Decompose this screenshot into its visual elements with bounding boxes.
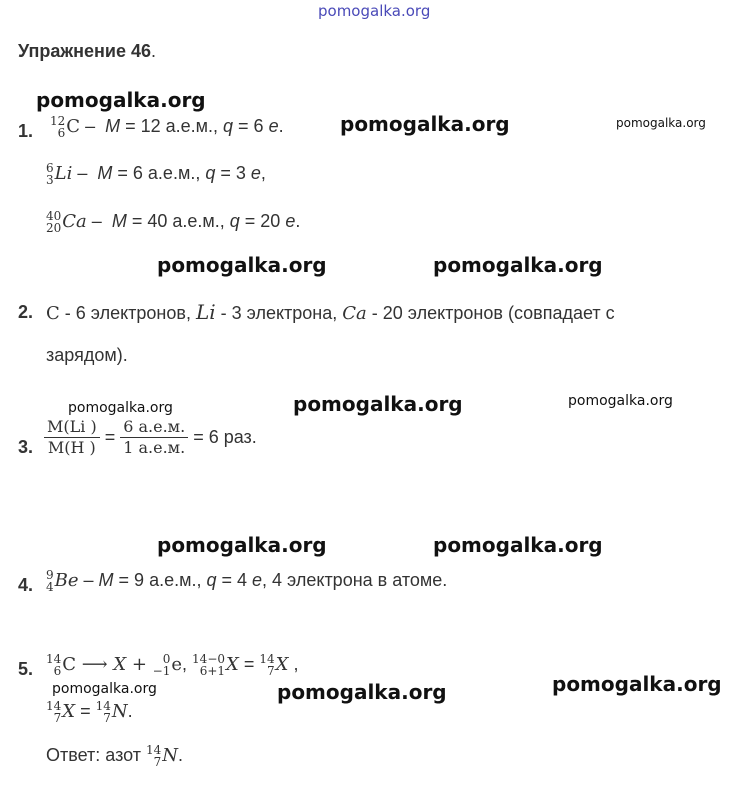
beryllium-line: 9 4 Be – M = 9 а.е.м., q = 4 e, 4 электрона в атоме.	[46, 568, 448, 594]
carbon-line: 12 6 C – M = 12 а.е.м., q = 6 e.	[50, 114, 284, 140]
watermark: pomogalka.org	[157, 533, 327, 557]
page-title: Упражнение 46.	[18, 41, 157, 61]
watermark: pomogalka.org	[36, 88, 206, 112]
beryllium-nuclide: 9 4 Be	[46, 568, 79, 594]
carbon-nuclide: 12 6 C	[50, 114, 81, 140]
watermark: pomogalka.org	[157, 253, 327, 277]
watermark: pomogalka.org	[277, 680, 447, 704]
item-number: 3.	[18, 437, 34, 457]
watermark: pomogalka.org	[340, 112, 510, 136]
watermark: pomogalka.org	[52, 681, 157, 697]
watermark: pomogalka.org	[68, 400, 173, 416]
watermark: pomogalka.org	[552, 672, 722, 696]
watermark: pomogalka.org	[433, 533, 603, 557]
watermark: pomogalka.org	[433, 253, 603, 277]
calcium-nuclide: 40 20 Ca	[46, 209, 87, 235]
watermark: pomogalka.org	[616, 116, 706, 130]
watermark: pomogalka.org	[318, 2, 431, 20]
answer-line: Ответ: азот 14 7 N.	[46, 743, 184, 769]
item-number: 4.	[18, 575, 34, 595]
item-number: 5.	[18, 659, 34, 679]
electrons-line-2: зарядом).	[46, 345, 128, 365]
watermark: pomogalka.org	[568, 393, 673, 409]
decay-equation: 14 6 C ⟶ X + 0 −1 e, 14−0 6+1 X = 14 7 X ,	[46, 652, 299, 678]
mass-ratio-line: $\frac{M(Li )}{M(H )}$ = $\frac{6 а.е.м.}{1 а.е.м.}$ = 6 раз.	[44, 417, 257, 458]
amu-fraction: $\frac{6 а.е.м.}{1 а.е.м.}$	[120, 417, 188, 458]
item-number: 2.	[18, 302, 34, 322]
mass-fraction: $\frac{M(Li )}{M(H )}$	[44, 417, 100, 458]
decay-result: 14 7 X = 14 7 N.	[46, 699, 133, 725]
watermark: pomogalka.org	[293, 392, 463, 416]
lithium-line: 6 3 Li – M = 6 а.е.м., q = 3 e,	[46, 161, 266, 187]
calcium-line: 40 20 Ca – M = 40 а.е.м., q = 20 e.	[46, 209, 301, 235]
item-number: 1.	[18, 121, 34, 141]
lithium-nuclide: 6 3 Li	[46, 161, 73, 187]
electrons-line: C - 6 электронов, Li - 3 электрона, Ca - 20 электронов (совпадает с	[46, 300, 615, 324]
